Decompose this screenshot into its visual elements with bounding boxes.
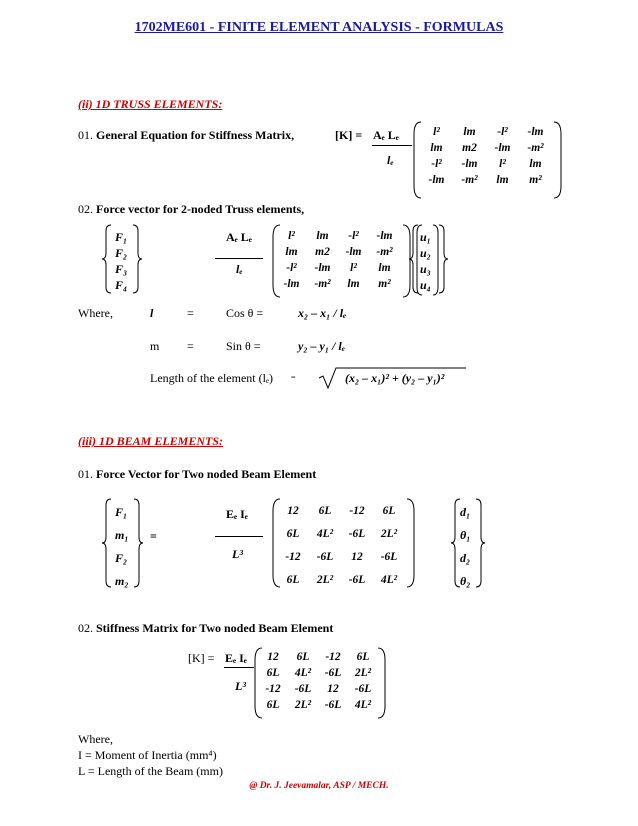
truss-force-entry: F₁ (115, 230, 128, 244)
beam-item1-matrix-cell: 6L (286, 574, 300, 586)
beam-item2-matrix-cell: 2L² (294, 699, 312, 711)
truss-item2-matrix-cell: -l² (286, 262, 297, 274)
beam-item1-matrix-cell: -12 (285, 551, 301, 563)
truss-force-entry: F₂ (115, 246, 128, 260)
beam-item1-matrix-cell: 12 (287, 505, 299, 517)
truss-item2-matrix-cell: lm (285, 246, 298, 258)
truss-item1-matrix-cell: lm (430, 142, 443, 154)
beam-where-label: Where, (78, 732, 113, 746)
truss-where-label: Where, (78, 306, 113, 320)
truss-item2-matrix-cell: m2 (315, 246, 330, 258)
truss-item2-number: 02. (78, 202, 93, 216)
beam-force-entry: F₁ (115, 505, 128, 519)
beam-disp-entry: d₁ (460, 505, 471, 519)
beam-item2-matrix-cell: -6L (354, 683, 372, 695)
beam-item1-right-paren (405, 497, 415, 589)
truss-item1-numerator: Aₑ Lₑ (373, 128, 399, 142)
beam-item1-matrix-cell: 6L (382, 505, 396, 517)
beam-item2-matrix-cell: 4L² (354, 699, 372, 711)
truss-disp-entry: u₂ (420, 246, 431, 260)
beam-item2-number: 02. (78, 621, 93, 635)
beam-section-heading: (iii) 1D BEAM ELEMENTS: (78, 434, 224, 448)
sin-theta: Sin θ = (226, 339, 261, 353)
truss-item2-label: Force vector for 2-noded Truss elements, (96, 202, 305, 216)
beam-item2-matrix-cell: 6L (296, 651, 310, 663)
beam-item2-right-paren (376, 646, 386, 720)
beam-item1-matrix-cell: -6L (348, 574, 366, 586)
truss-item2-matrix-cell: m² (378, 278, 391, 290)
truss-item1-matrix-cell: lm (463, 126, 476, 138)
truss-disp-right-brace (437, 223, 449, 295)
beam-item1-matrix-cell: -6L (380, 551, 398, 563)
truss-item2-matrix-cell: lm (316, 230, 329, 242)
truss-item1-number: 01. (78, 128, 93, 142)
beam-item2-matrix-cell: -6L (294, 683, 312, 695)
beam-force-right-brace (132, 497, 144, 589)
m-symbol: m (150, 339, 160, 353)
truss-item1-fraction-bar (372, 145, 412, 146)
truss-item1-matrix-cell: l² (433, 126, 440, 138)
beam-disp-entry: d₂ (460, 551, 471, 565)
truss-item1-matrix-cell: -m² (527, 142, 544, 154)
beam-item1-numerator: Eₑ Iₑ (226, 507, 248, 521)
cos-theta: Cos θ = (226, 306, 264, 320)
beam-item2-matrix-cell: -6L (324, 667, 342, 679)
truss-item1-matrix-cell: m² (529, 174, 542, 186)
beam-force-entry: m₂ (115, 574, 129, 588)
truss-item1-matrix-cell: -l² (497, 126, 508, 138)
l-symbol: l (150, 306, 154, 320)
beam-item1-fraction-bar (215, 536, 263, 537)
truss-item2-matrix-cell: -m² (376, 246, 393, 258)
length-label: Length of the element (lₑ) (150, 371, 274, 385)
beam-item2-matrix-cell: -12 (325, 651, 341, 663)
truss-disp-entry: u₄ (420, 278, 431, 292)
beam-item2-lhs: [K] = (188, 651, 215, 665)
beam-item2-numerator: Eₑ Iₑ (225, 651, 247, 665)
beam-item1-matrix-cell: -6L (316, 551, 334, 563)
truss-item2-matrix-cell: -lm (376, 230, 393, 242)
beam-item1-label: Force Vector for Two noded Beam Element (96, 467, 317, 481)
truss-item1-matrix-cell: m2 (462, 142, 477, 154)
truss-item1-matrix-cell: -lm (527, 126, 544, 138)
beam-force-entry: F₂ (115, 551, 128, 565)
truss-item2-matrix-cell: l² (288, 230, 295, 242)
beam-item2-fraction-bar (224, 667, 254, 668)
cos-value: x₂ – x₁ / lₑ (298, 306, 347, 320)
beam-disp-entry: θ₂ (460, 574, 471, 588)
beam-item1-denominator: L³ (232, 547, 243, 561)
beam-item1-matrix-cell: 2L² (380, 528, 398, 540)
beam-item1-matrix-cell: 2L² (316, 574, 334, 586)
truss-item2-numerator: Aₑ Lₑ (226, 230, 252, 244)
truss-item1-label: General Equation for Stiffness Matrix, (96, 128, 295, 142)
truss-item1-right-paren (552, 120, 562, 200)
beam-force-entry: m₁ (115, 528, 129, 542)
truss-item1-matrix-cell: -l² (431, 158, 442, 170)
beam-item2-denominator: L³ (235, 679, 246, 693)
beam-item2-label: Stiffness Matrix for Two noded Beam Element (96, 621, 334, 635)
truss-item2-matrix-cell: -lm (345, 246, 362, 258)
truss-item2-matrix-cell: -m² (314, 278, 331, 290)
beam-def-inertia: I = Moment of Inertia (mm⁴) (78, 748, 217, 762)
truss-item2-matrix-cell: -lm (283, 278, 300, 290)
truss-item2-matrix-cell: l² (350, 262, 357, 274)
truss-item1-matrix-cell: -lm (461, 158, 478, 170)
truss-item1-lhs: [K] = (335, 128, 363, 142)
beam-item2-matrix-cell: 12 (267, 651, 279, 663)
truss-item1-matrix-cell: lm (529, 158, 542, 170)
truss-item1-matrix-cell: lm (496, 174, 509, 186)
length-value: (x₂ – x₁)² + (y₂ – y₁)² (345, 371, 445, 385)
beam-def-length: L = Length of the Beam (mm) (78, 764, 223, 778)
truss-force-entry: F₄ (115, 278, 128, 292)
truss-item2-matrix-cell: lm (378, 262, 391, 274)
beam-item1-matrix-cell: 4L² (316, 528, 334, 540)
truss-item2-fraction-bar (215, 258, 263, 259)
beam-item2-matrix-cell: 2L² (354, 667, 372, 679)
truss-item2-matrix-cell: -lm (314, 262, 331, 274)
beam-item1-matrix-cell: -6L (348, 528, 366, 540)
beam-item2-matrix-cell: -6L (324, 699, 342, 711)
beam-item1-matrix-cell: 12 (351, 551, 363, 563)
beam-item1-matrix-cell: -12 (349, 505, 365, 517)
truss-item2-matrix-cell: lm (347, 278, 360, 290)
truss-item1-matrix-cell: -lm (494, 142, 511, 154)
beam-item1-equals: = (150, 529, 157, 543)
page-title: 1702ME601 - FINITE ELEMENT ANALYSIS - FORMULAS (134, 20, 504, 35)
truss-force-entry: F₃ (115, 262, 128, 276)
truss-item2-denominator: lₑ (236, 262, 243, 276)
beam-disp-right-bracket (474, 497, 486, 589)
beam-disp-entry: θ₁ (460, 528, 471, 542)
footer-author: @ Dr. J. Jeevamalar, ASP / MECH. (249, 781, 389, 791)
length-equals: = (291, 373, 296, 382)
truss-force-right-brace (131, 223, 143, 295)
sin-value: y₂ – y₁ / lₑ (298, 339, 346, 353)
l-equals: = (187, 306, 194, 320)
beam-item2-matrix-cell: -12 (265, 683, 281, 695)
beam-item2-matrix-cell: 6L (356, 651, 370, 663)
truss-force-left-brace (101, 223, 113, 295)
beam-item2-matrix-cell: 6L (266, 667, 280, 679)
beam-item2-matrix-cell: 4L² (294, 667, 312, 679)
truss-item1-matrix-cell: l² (499, 158, 506, 170)
beam-item1-matrix-cell: 4L² (380, 574, 398, 586)
beam-item2-matrix-cell: 12 (327, 683, 339, 695)
m-equals: = (187, 339, 194, 353)
truss-item2-matrix-cell: -l² (348, 230, 359, 242)
beam-item2-matrix-cell: 6L (266, 699, 280, 711)
truss-item1-denominator: lₑ (387, 153, 394, 167)
beam-item1-matrix-cell: 6L (318, 505, 332, 517)
truss-disp-entry: u₃ (420, 262, 431, 276)
truss-item1-matrix-cell: -lm (428, 174, 445, 186)
truss-section-heading: (ii) 1D TRUSS ELEMENTS: (78, 97, 223, 111)
truss-disp-entry: u₁ (420, 230, 431, 244)
truss-item1-matrix-cell: -m² (461, 174, 478, 186)
beam-item1-matrix-cell: 6L (286, 528, 300, 540)
beam-item1-number: 01. (78, 467, 93, 481)
beam-force-left-brace (101, 497, 113, 589)
